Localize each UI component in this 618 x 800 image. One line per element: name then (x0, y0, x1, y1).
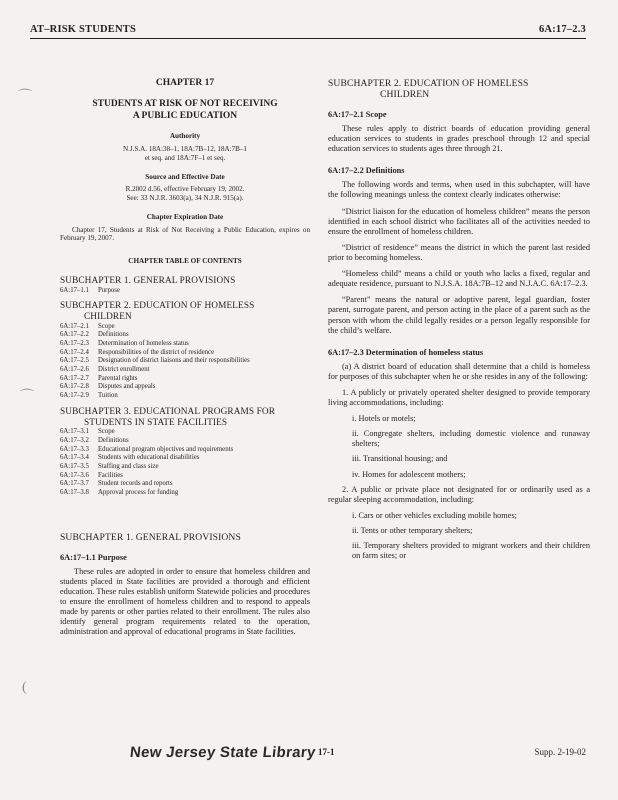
toc-entry-number: 6A:17–2.2 (60, 331, 89, 339)
toc-subchapter-1-title: SUBCHAPTER 1. GENERAL PROVISIONS (60, 275, 236, 286)
toc-entry-number: 6A:17–2.8 (60, 383, 89, 391)
item-1-i: i. Hotels or motels; (352, 414, 416, 424)
definition-parent: “Parent” means the natural or adoptive parent, legal guardian, foster parent, surrogate parent, and person acting in the place of a parent such as the person with whom the child legally resides or a person legally responsible for the child’s welfare. (328, 295, 590, 335)
toc-subchapter-3-list (60, 428, 310, 498)
toc-entry-title: Student records and reports (98, 480, 173, 488)
toc-entry-title: Definitions (98, 436, 129, 444)
toc-entry-title: Disputes and appeals (98, 383, 156, 391)
toc-entry-number: 6A:17–3.7 (60, 480, 89, 488)
chapter-name (60, 99, 310, 122)
toc-entry-title: Facilities (98, 471, 123, 479)
toc-entry-number: 6A:17–2.7 (60, 374, 89, 382)
toc-entry-title: Staffing and class size (98, 462, 159, 470)
toc-entry-title: Tuition (98, 392, 118, 400)
toc-entry (60, 463, 310, 472)
chapter-name-line2: A PUBLIC EDUCATION (132, 110, 238, 121)
chapter-name-line1: STUDENTS AT RISK OF NOT RECEIVING (92, 99, 278, 110)
toc-entry-number: 6A:17–2.6 (60, 366, 89, 374)
toc-entry (60, 357, 310, 366)
toc-entry-title: Educational program objectives and requirements (98, 445, 234, 453)
toc-entry (60, 480, 310, 489)
definitions-label: 6A:17–2.2 Definitions (328, 166, 405, 176)
toc-entry-title: Responsibilities of the district of residence (98, 348, 215, 356)
toc-sub2-line1: SUBCHAPTER 2. EDUCATION OF HOMELESS (60, 301, 255, 312)
item-1: 1. A publicly or privately operated shelter designed to provide temporary living accommodations, including: (328, 387, 590, 407)
determination-label: 6A:17–2.3 Determination of homeless status (328, 347, 484, 357)
toc-entry-number: 6A:17–3.6 (60, 471, 89, 479)
determination-a: (a) A district board of education shall determine that a child is homeless for purposes of this subchapter when he or she resides in any of the following: (328, 361, 590, 381)
toc-entry-number: 6A:17–2.3 (60, 340, 89, 348)
toc-entry-title: Approval process for funding (98, 489, 179, 497)
header-title: AT–RISK STUDENTS (30, 24, 136, 35)
item-2-ii: ii. Tents or other temporary shelters; (352, 525, 473, 535)
toc-entry-title: Designation of district liaisons and their responsibilities (98, 357, 250, 365)
toc-entry-title: District enrollment (98, 366, 150, 374)
source-label: Source and Effective Date (145, 172, 225, 181)
toc-entry (60, 375, 310, 384)
toc-entry-number: 6A:17–2.1 (60, 322, 89, 330)
sub2-title-line2: CHILDREN (380, 89, 430, 101)
toc-entry (60, 287, 310, 296)
toc-entry-title: Students with educational disabilities (98, 454, 200, 462)
margin-mark: ⌒ (20, 390, 34, 405)
chapter-number: CHAPTER 17 (155, 78, 215, 88)
toc-entry-number: 6A:17–3.5 (60, 462, 89, 470)
toc-entry (60, 428, 310, 437)
toc-entry (60, 366, 310, 375)
toc-entry (60, 323, 310, 332)
library-stamp: New Jersey State Library (129, 744, 317, 761)
expiration-label: Chapter Expiration Date (146, 212, 224, 221)
margin-mark: ⌒ (18, 90, 32, 105)
item-2-iii: iii. Temporary shelters provided to migrant workers and their children on farm sites; or (352, 541, 590, 561)
toc-entry-title: Parental rights (98, 374, 138, 382)
toc-entry (60, 392, 310, 401)
toc-entry-number: 6A:17–3.8 (60, 489, 89, 497)
header-section: 6A:17–2.3 (538, 24, 586, 35)
item-1-iv: iv. Homes for adolescent mothers; (352, 469, 466, 479)
scope-label: 6A:17–2.1 Scope (328, 110, 387, 120)
toc-entry-number: 6A:17–3.2 (60, 436, 89, 444)
toc-entry-number: 6A:17–2.9 (60, 392, 89, 400)
toc-entry (60, 437, 310, 446)
supplement-date: Supp. 2-19-02 (534, 747, 586, 757)
toc-subchapter-1-list (60, 287, 310, 296)
toc-entry-number: 6A:17–2.5 (60, 357, 89, 365)
toc-title: CHAPTER TABLE OF CONTENTS (128, 257, 242, 266)
toc-entry-title: Determination of homeless status (98, 340, 189, 348)
source-line2: See: 33 N.J.R. 3603(a), 34 N.J.R. 915(a). (126, 194, 244, 203)
toc-subchapter-3-title (60, 407, 310, 428)
source-text (60, 185, 310, 203)
toc-entry-number: 6A:17–3.3 (60, 445, 89, 453)
toc-entry (60, 331, 310, 340)
toc-entry (60, 454, 310, 463)
left-column (60, 78, 310, 643)
toc-subchapter-2-list (60, 323, 310, 401)
toc-entry (60, 383, 310, 392)
right-column (328, 78, 590, 566)
purpose-label: 6A:17–1.1 Purpose (60, 552, 127, 562)
definition-district-of-residence: “District of residence” means the district in which the parent last resided prior to becoming homeless. (328, 242, 590, 262)
authority-text (60, 145, 310, 163)
toc-entry-number: 6A:17–3.4 (60, 454, 89, 462)
toc-sub3-line1: SUBCHAPTER 3. EDUCATIONAL PROGRAMS FOR (60, 406, 275, 417)
toc-entry-number: 6A:17–2.4 (60, 348, 89, 356)
item-2: 2. A public or private place not designated for or ordinarily used as a regular sleeping accommodation, including: (328, 484, 590, 504)
authority-label: Authority (169, 132, 201, 141)
source-line1: R.2002 d.56, effective February 19, 2002. (125, 185, 245, 194)
page-footer (30, 744, 586, 764)
toc-entry-title: Scope (98, 428, 115, 436)
running-header (30, 24, 586, 39)
scope-text: These rules apply to district boards of education providing general education services to students in grades preschool through 12 and special education services to students ages three through 21. (328, 124, 590, 154)
subchapter-2-title (328, 78, 590, 100)
definition-homeless-child: “Homeless child” means a child or youth who lacks a fixed, regular and adequate residence, pursuant to N.J.S.A. 18A:7B–12 and N.J.A.C. 6A:17–2.3. (328, 269, 590, 289)
toc-entry (60, 489, 310, 498)
toc-sub3-line2: STUDENTS IN STATE FACILITIES (84, 417, 228, 428)
item-2-i: i. Cars or other vehicles excluding mobile homes; (352, 510, 517, 520)
definition-district-liaison: “District liaison for the education of homeless children” means the person identified in each school district who facilitates all of the activities needed to ensure the enrollment of homeless children. (328, 206, 590, 236)
toc-entry (60, 446, 310, 455)
toc-entry (60, 472, 310, 481)
toc-entry (60, 340, 310, 349)
definitions-intro: The following words and terms, when used in this subchapter, will have the following meanings unless the context clearly indicates otherwise: (328, 180, 590, 200)
item-1-ii: ii. Congregate shelters, including domestic violence and runaway shelters; (352, 429, 590, 449)
toc-entry-number: 6A:17–1.1 (60, 286, 89, 294)
toc-entry-title: Definitions (98, 331, 129, 339)
toc-entry-number: 6A:17–3.1 (60, 428, 89, 436)
purpose-text: These rules are adopted in order to ensure that homeless children and students placed in State facilities are provided a thorough and efficient education. These rules establish uniform Statewide policies and procedures to ensure the enrollment of homeless children and to respond to appeals made by parents or other parties related to their enrollment. The rules also identify general program requirements related to the operation, administration and approval of educational programs in State facilities. (60, 566, 310, 637)
toc-entry-title: Purpose (98, 286, 120, 294)
sub2-title-line1: SUBCHAPTER 2. EDUCATION OF HOMELESS (328, 78, 529, 89)
margin-mark: ( (22, 680, 27, 695)
authority-line1: N.J.S.A. 18A:38–1, 18A:7B–12, 18A:7B–1 (123, 144, 247, 153)
item-1-iii: iii. Transitional housing; and (352, 454, 448, 464)
toc-entry-title: Scope (98, 322, 115, 330)
page-number: 17-1 (318, 747, 335, 757)
authority-line2: et seq. and 18A:7F–1 et seq. (144, 153, 226, 162)
body-subchapter-1-title: SUBCHAPTER 1. GENERAL PROVISIONS (60, 531, 241, 543)
toc-subchapter-2-title (60, 301, 310, 322)
expiration-text: Chapter 17, Students at Risk of Not Receiving a Public Education, expires on February 19, 2007. (60, 225, 310, 243)
toc-sub2-line2: CHILDREN (84, 311, 132, 322)
toc-entry (60, 349, 310, 358)
